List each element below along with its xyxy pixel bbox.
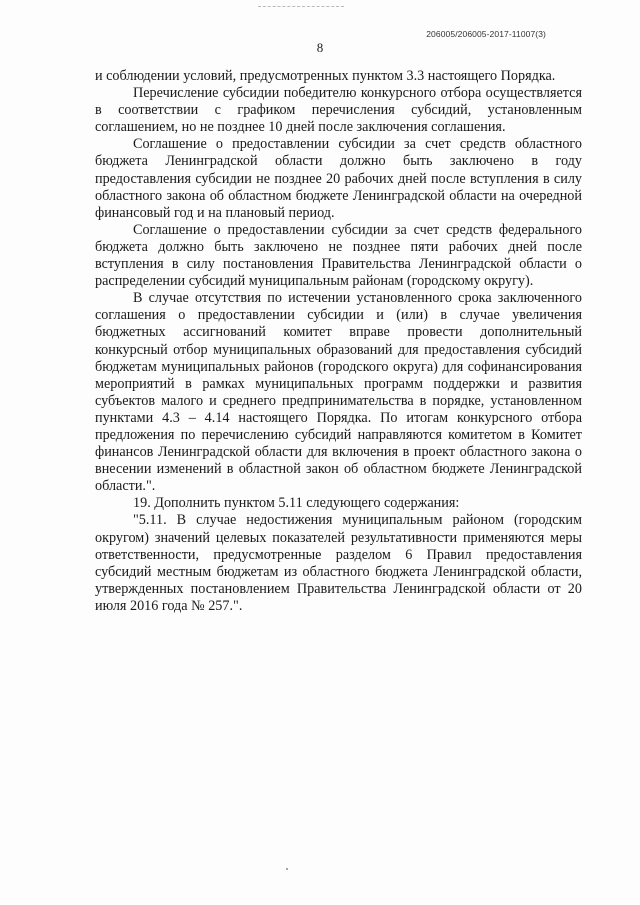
paragraph-2: Перечисление субсидии победителю конкурсного отбора осуществляется в соответствии с графиком перечисления субсидий, установленным соглашением, но не позднее 10 дней после заключения соглашения. (95, 85, 582, 136)
paragraph-3: Соглашение о предоставлении субсидии за счет средств областного бюджета Ленинградской области должно быть заключено в году предоставления субсидии не позднее 20 рабочих дней после вступления в силу областного закона об областном бюджете Ленинградской области на очередной финансовый год и на плановый период. (95, 136, 582, 221)
page-number: 8 (316, 40, 324, 55)
document-id: 206005/206005-2017-11007(3) (426, 29, 546, 39)
paragraph-6: 19. Дополнить пунктом 5.11 следующего содержания: (133, 495, 460, 512)
scan-edge-mark (258, 0, 344, 7)
paragraph-1: и соблюдении условий, предусмотренных пунктом 3.3 настоящего Порядка. (95, 68, 556, 84)
paragraph-4: Соглашение о предоставлении субсидии за счет средств федерального бюджета должно быть заключено не позднее пяти рабочих дней после вступления в силу постановления Правительства Ленинградской области о распределении субсидий муниципальным районам (городскому округу). (95, 221, 582, 290)
paragraph-7: "5.11. В случае недостижения муниципальным районом (городским округом) значений целевых показателей результативности применяются меры ответственности, предусмотренные разделом 6 Правил предоставления субсидий местным бюджетам из областного бюджета Ленинградской области, утвержденных постановлением Правительства Ленинградской области от 20 июля 2016 года № 257.". (95, 512, 582, 614)
paragraph-5: В случае отсутствия по истечении установленного срока заключенного соглашения о предоставлении субсидии и (или) в случае увеличения бюджетных ассигнований комитет вправе провести дополнительный конкурсный отбор муниципальных образований для предоставления субсидий бюджетам муниципальных районов (городского округа) для софинансирования мероприятий в рамках муниципальных программ поддержки и развития субъектов малого и среднего предпринимательства в порядке, установленном пунктами 4.3 – 4.14 настоящего Порядка. По итогам конкурсного отбора предложения по перечислению субсидий направляются комитетом в Комитет финансов Ленинградской области для включения в проект областного закона о внесении изменений в областной закон об областном бюджете Ленинградской области.". (95, 290, 582, 495)
scan-speck (286, 868, 288, 870)
document-body (95, 68, 582, 615)
